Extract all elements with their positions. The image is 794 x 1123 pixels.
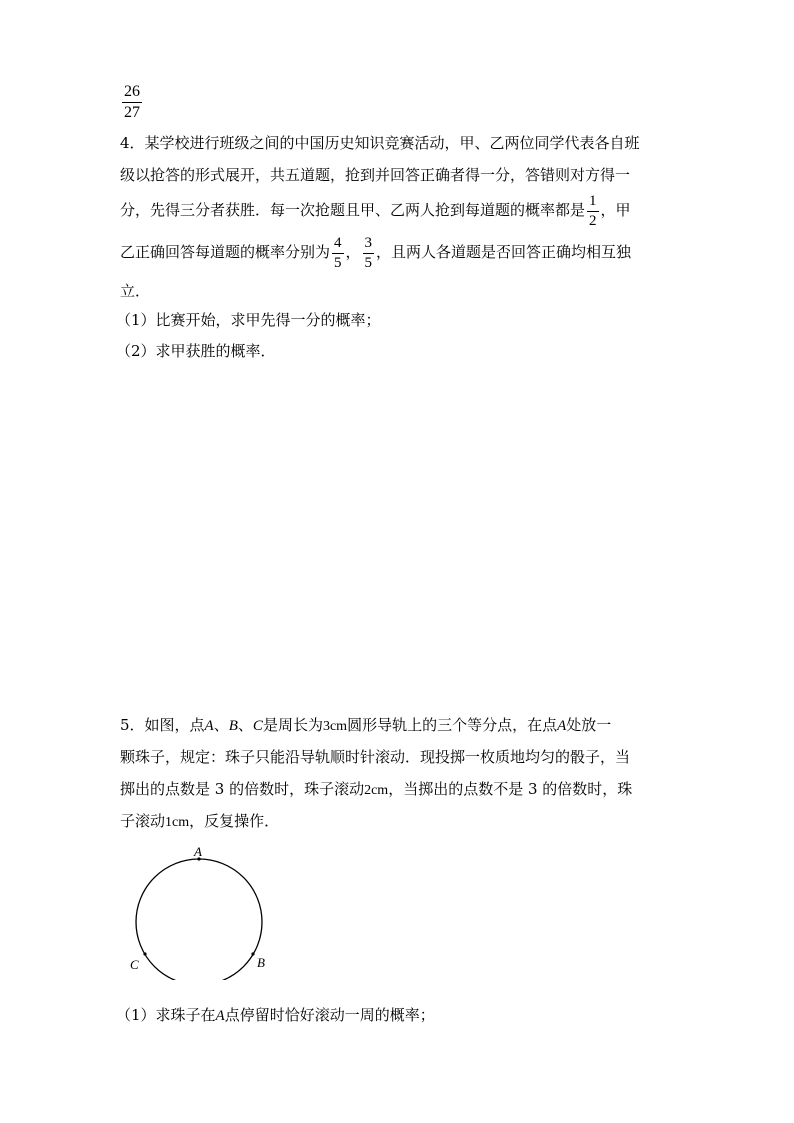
fraction-26-27: $\frac{26}{27}$ [124,83,140,121]
q5-line-1: 5．如图，点A、B、C是周长为3cm圆形导轨上的三个等分点，在点A处放一 [120,716,612,734]
fraction-4-5: $\frac{4}{5}$ [334,234,342,271]
fraction-1-2: $\frac{1}{2}$ [589,192,597,229]
q5-line-4: 子滚动1cm，反复操作． [120,812,280,830]
previous-answer [120,84,144,121]
q4-subquestion-1: （1）比赛开始，求甲先得一分的概率； [116,311,381,329]
q4-line-5: 立． [120,282,151,300]
circle-figure [120,840,280,980]
q5-subquestion-1: （1）求珠子在A点停留时恰好滚动一周的概率； [116,1006,435,1024]
q4-line-4: 乙正确回答每道题的概率分别为 $\frac{4}{5}$ ， $\frac{3}{5}$ ，且两人各道题是否回答正确均相互独 [120,234,632,271]
fraction-3-5: $\frac{3}{5}$ [364,234,373,271]
point-c-dot [143,952,146,955]
q5-line-2: 颗珠子，规定：珠子只能沿导轨顺时针滚动．现投掷一枚质地均匀的骰子，当 [120,748,631,766]
circular-track [136,859,262,980]
label-b: B [257,955,265,970]
q4-line-3: 分，先得三分者获胜．每一次抢题且甲、乙两人抢到每道题的概率都是 $\frac{1}{2}$ ，甲 [120,192,631,229]
label-a: A [194,844,202,859]
q4-line-1: 4．某学校进行班级之间的中国历史知识竞赛活动，甲、乙两位同学代表各自班 [120,134,640,152]
q4-line-2: 级以抢答的形式展开，共五道题，抢到并回答正确者得一分，答错则对方得一 [120,166,631,184]
label-c: C [130,957,139,972]
point-b-dot [251,952,254,955]
q4-subquestion-2: （2）求甲获胜的概率． [116,342,276,360]
q5-line-3: 掷出的点数是 3 的倍数时，珠子滚动2cm，当掷出的点数不是 3 的倍数时，珠 [120,780,633,798]
